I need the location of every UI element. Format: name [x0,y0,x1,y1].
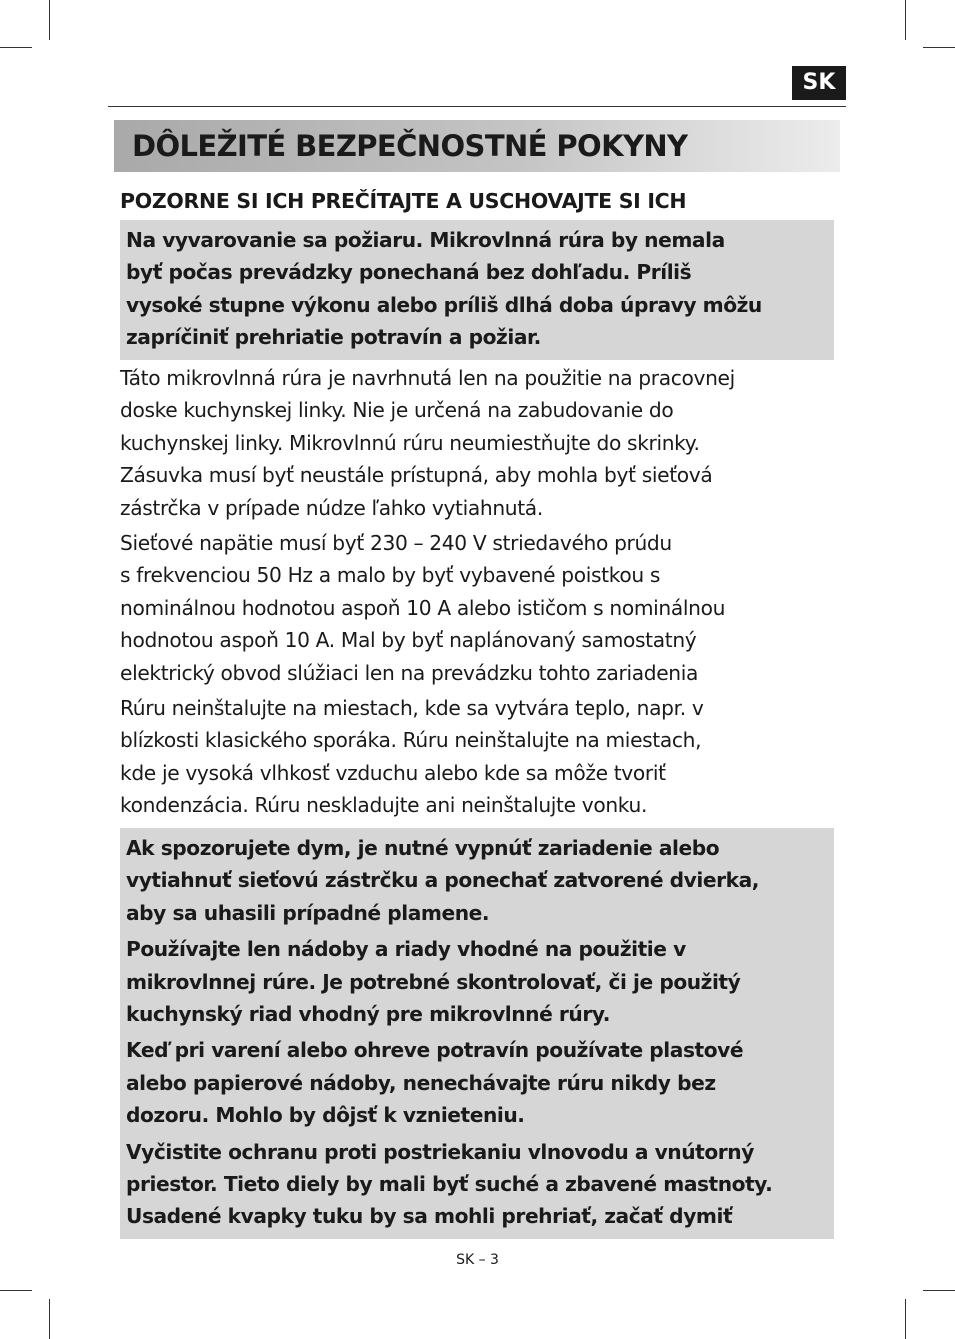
warning-paragraph [126,1034,828,1131]
header-rule [108,106,846,107]
line: byť počas prevádzky ponechaná bez dohľadu. Príliš [126,260,692,285]
page-number: SK – 3 [456,1252,499,1268]
body-paragraph [120,692,834,822]
line: Rúru neinštalujte na miestach, kde sa vytvára teplo, napr. v [120,695,704,720]
warning-paragraph [126,933,828,1030]
language-badge: SK [792,66,846,100]
line: zástrčka v prípade núdze ľahko vytiahnutá. [120,496,543,520]
line: hodnotou aspoň 10 A. Mal by byť naplánovaný samostatný [120,628,697,653]
body-paragraph [120,527,834,690]
line: Na vyvarovanie sa požiaru. Mikrovlnná rúra by nemala [126,228,725,252]
subheading: POZORNE SI ICH PREČÍTAJTE A USCHOVAJTE SI ICH [120,189,687,213]
line: kde je vysoká vlhkosť vzduchu alebo kde sa môže tvoriť [120,760,666,785]
line: aby sa uhasili prípadné plamene. [126,900,490,925]
line: vytiahnuť sieťovú zástrčku a ponechať zatvorené dvierka, [126,868,759,893]
content [120,186,834,1239]
warning-paragraph [126,1136,828,1233]
line: doske kuchynskej linky. Nie je určená na zabudovanie do [120,398,674,423]
line: vysoké stupne výkonu alebo príliš dlhá doba úpravy môžu [126,292,762,317]
warning-box [120,220,834,360]
page-title: DÔLEŽITÉ BEZPEČNOSTNÉ POKYNY [132,129,688,163]
warning-paragraph [126,224,828,354]
line: zapríčiniť prehriatie potravín a požiar. [126,325,541,350]
line: Ak spozorujete dym, je nutné vypnúť zariadenie alebo [126,835,720,860]
line: nominálnou hodnotou aspoň 10 A alebo ističom s nominálnou [120,595,726,620]
bold-warning-box [120,828,834,1239]
line: kondenzácia. Rúru neskladujte ani neinštalujte vonku. [120,793,648,818]
line: s frekvenciou 50 Hz a malo by byť vybavené poistkou s [120,563,660,588]
line: Vyčistite ochranu proti postriekaniu vlnovodu a vnútorný [126,1139,754,1164]
warning-paragraph [126,832,828,929]
crop-mark [905,1299,906,1339]
crop-mark [923,47,955,48]
crop-mark [923,1290,955,1291]
line: mikrovlnnej rúre. Je potrebné skontrolovať, či je použitý [126,969,741,994]
crop-mark [0,1290,32,1291]
line: blízkosti klasického sporáka. Rúru neinštalujte na miestach, [120,728,702,753]
line: Táto mikrovlnná rúra je navrhnutá len na použitie na pracovnej [120,365,735,390]
line: kuchynskej linky. Mikrovlnnú rúru neumiestňujte do skrinky. [120,430,700,455]
line: Usadené kvapky tuku by sa mohli prehriať, začať dymiť [126,1204,733,1229]
line: dozoru. Mohlo by dôjsť k vznieteniu. [126,1103,525,1128]
line: elektrický obvod slúžiaci len na prevádzku tohto zariadenia [120,660,698,685]
line: kuchynský riad vhodný pre mikrovlnné rúry. [126,1001,610,1026]
crop-mark [49,1299,50,1339]
line: Sieťové napätie musí byť 230 – 240 V striedavého prúdu [120,530,672,555]
line: Zásuvka musí byť neustále prístupná, aby mohla byť sieťová [120,463,713,488]
crop-mark [0,47,32,48]
line: alebo papierové nádoby, nenechávajte rúru nikdy bez [126,1070,716,1095]
crop-mark [49,0,50,40]
body-paragraph [120,362,834,525]
line: Používajte len nádoby a riady vhodné na použitie v [126,937,686,962]
title-bar [114,120,840,172]
line: priestor. Tieto diely by mali byť suché a zbavené mastnoty. [126,1172,773,1196]
line: Keď pri varení alebo ohreve potravín používate plastové [126,1038,744,1063]
crop-mark [905,0,906,40]
body-text [120,360,834,822]
